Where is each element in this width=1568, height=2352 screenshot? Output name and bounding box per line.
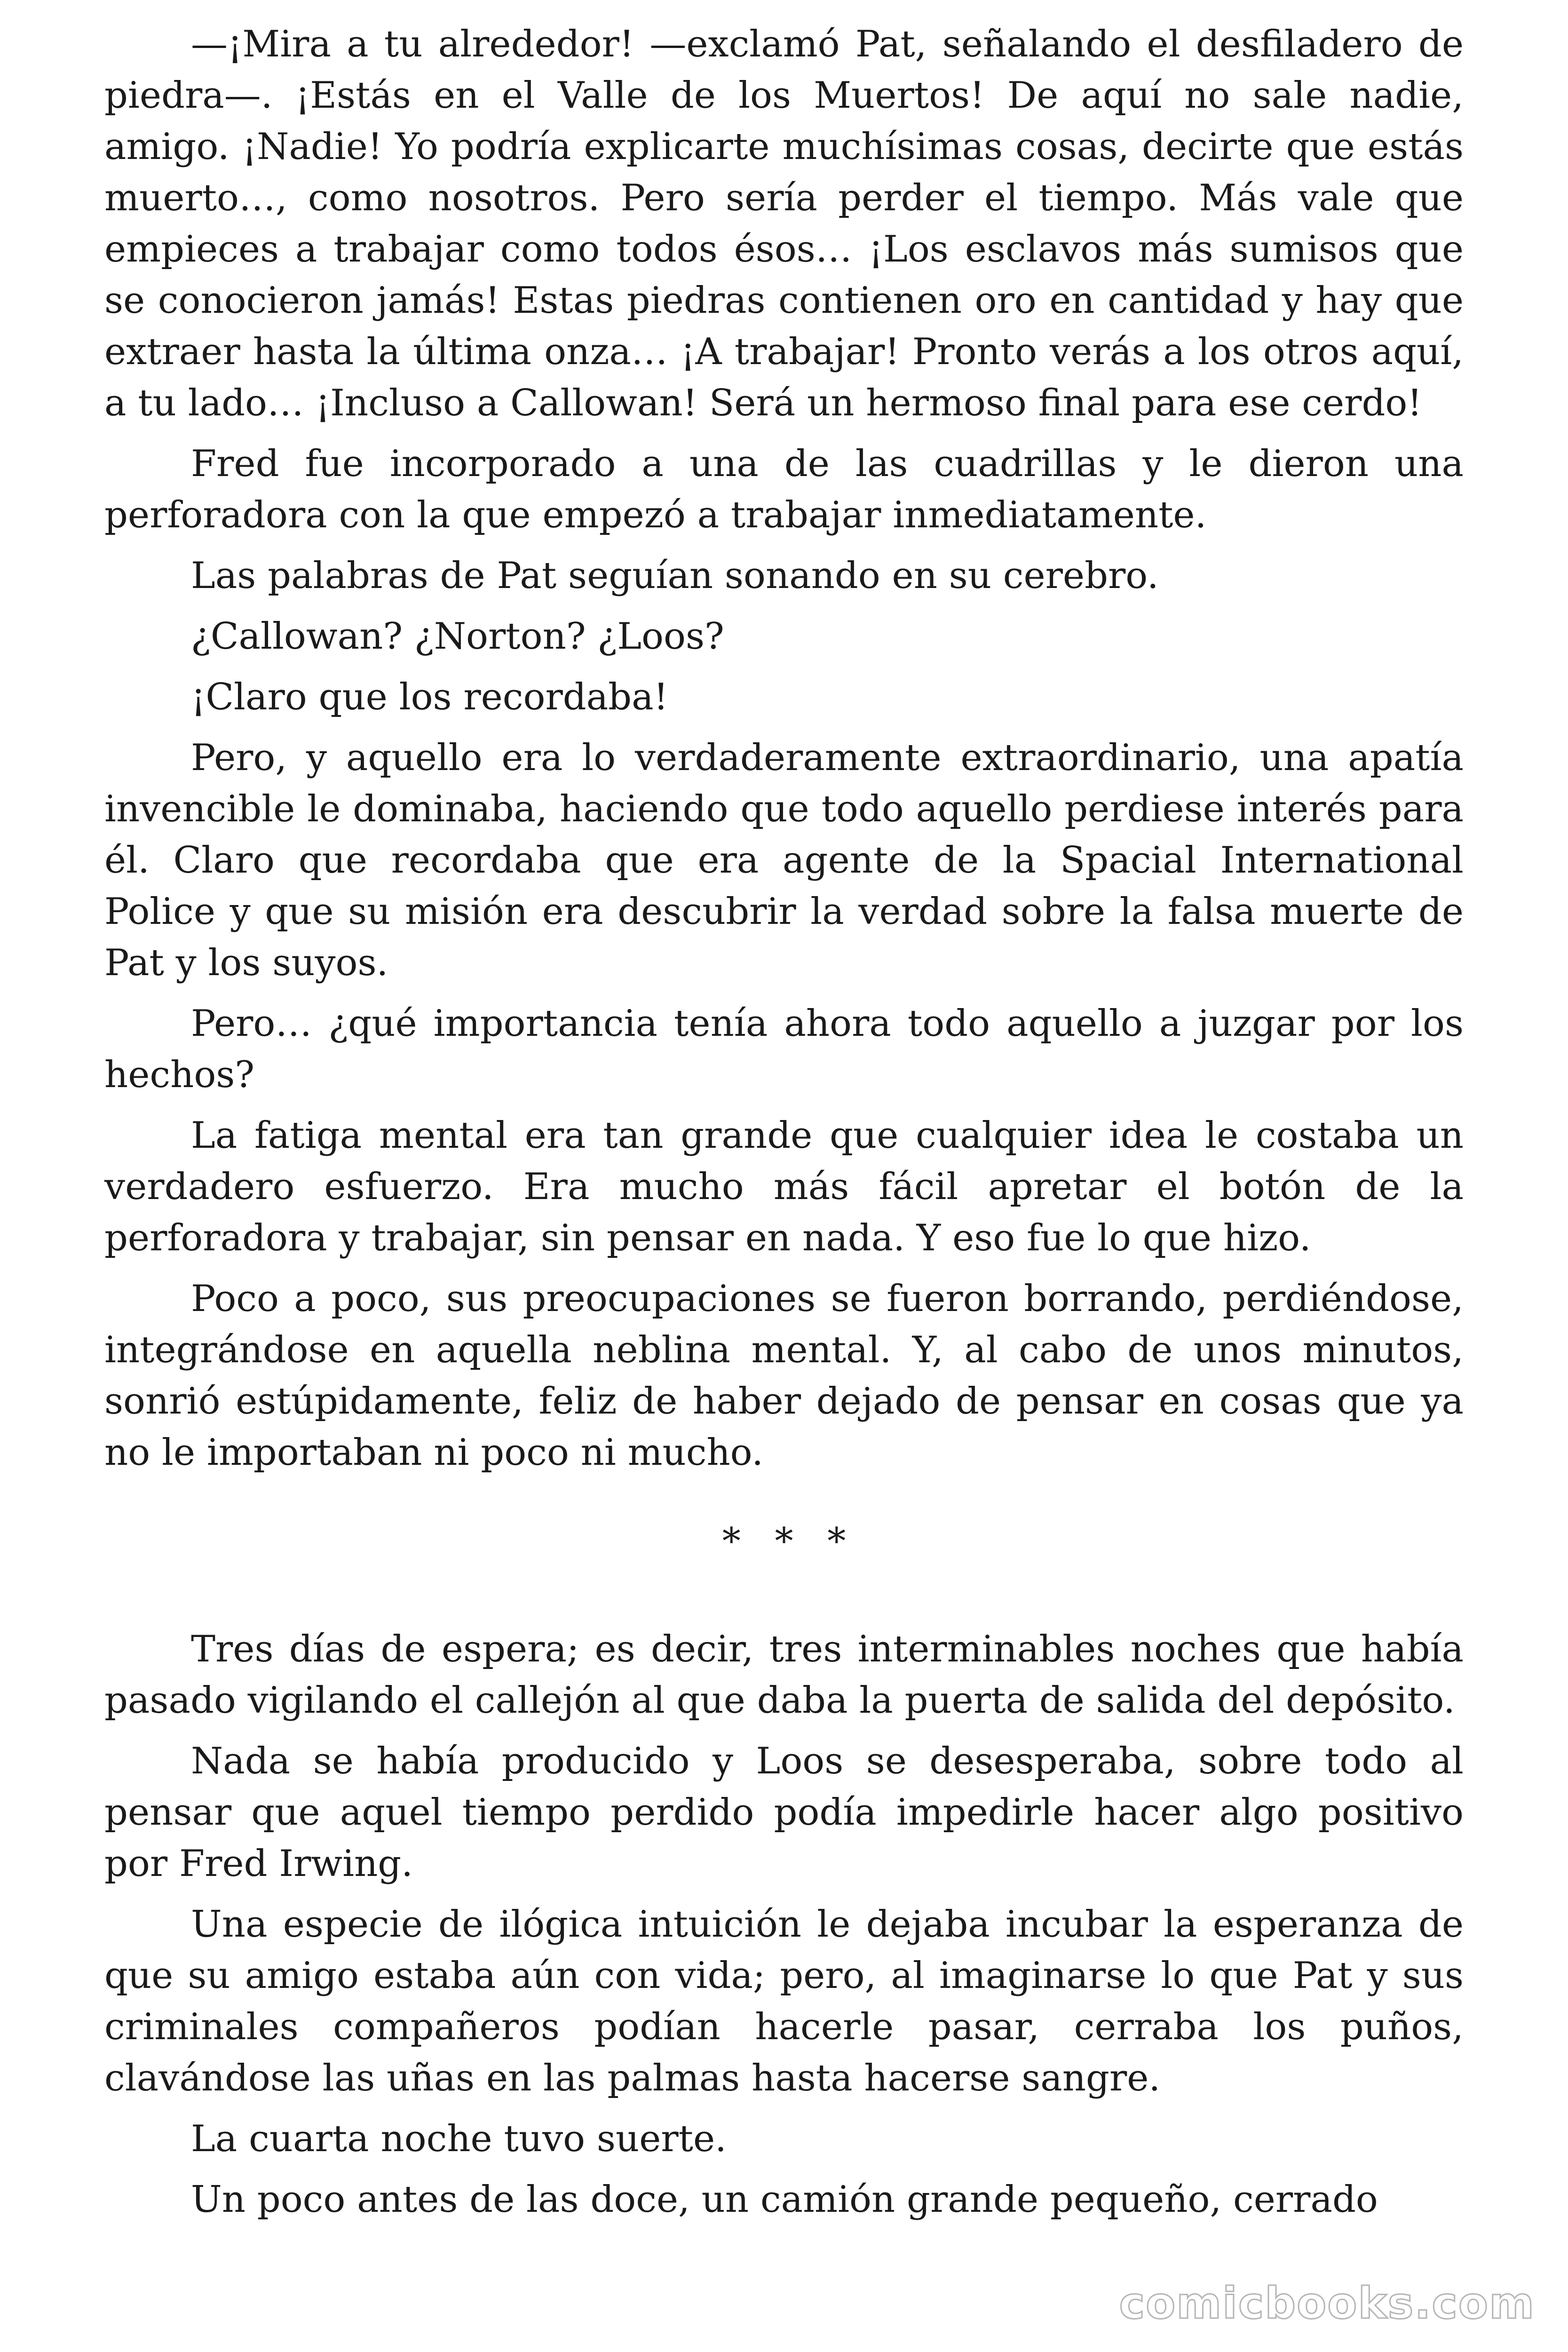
scene-separator: * * *	[722, 1520, 857, 1563]
paragraph: Pero, y aquello era lo verdaderamente extraordinario, una apatía invencible le dominaba, haciendo que todo aquello perdiese interés para él. Claro que recordaba que era agente de la Spacial International Police y que su misión era descubrir la verdad sobre la falsa muerte de Pat y los suyos.	[104, 737, 1464, 984]
paragraph: Nada se había producido y Loos se desesperaba, sobre todo al pensar que aquel tiempo perdido podía impedirle hacer algo positivo por Fred Irwing.	[104, 1740, 1464, 1885]
paragraph: ¿Callowan? ¿Norton? ¿Loos?	[191, 615, 724, 658]
paragraph: Un poco antes de las doce, un camión grande pequeño, cerrado	[191, 2178, 1378, 2221]
paragraph: Una especie de ilógica intuición le dejaba incubar la esperanza de que su amigo estaba aún con vida; pero, al imaginarse lo que Pat y sus criminales compañeros podían hacerle pasar, cerraba los puños, clavándose las uñas en las palmas hasta hacerse sangre.	[104, 1903, 1464, 2099]
page-body	[104, 19, 1464, 2235]
paragraph: La cuarta noche tuvo suerte.	[191, 2118, 727, 2160]
paragraph: La fatiga mental era tan grande que cualquier idea le costaba un verdadero esfuerzo. Era mucho más fácil apretar el botón de la perforadora y trabajar, sin pensar en nada. Y eso fue lo que hizo.	[104, 1114, 1464, 1259]
watermark: comicbooks.com	[1119, 2278, 1535, 2328]
paragraph: —¡Mira a tu alrededor! —exclamó Pat, señalando el desfiladero de piedra—. ¡Estás en el Valle de los Muertos! De aquí no sale nadie, amigo. ¡Nadie! Yo podría explicarte muchísimas cosas, decirte que estás muerto…, como nosotros. Pero sería perder el tiempo. Más vale que empieces a trabajar como todos ésos… ¡Los esclavos más sumisos que se conocieron jamás! Estas piedras contienen oro en cantidad y hay que extraer hasta la última onza… ¡A trabajar! Pronto verás a los otros aquí, a tu lado… ¡Incluso a Callowan! Será un hermoso final para ese cerdo!	[104, 23, 1464, 424]
paragraph: Pero… ¿qué importancia tenía ahora todo aquello a juzgar por los hechos?	[104, 1002, 1464, 1096]
paragraph: Fred fue incorporado a una de las cuadrillas y le dieron una perforadora con la que empezó a trabajar inmediatamente.	[104, 443, 1464, 536]
paragraph: Tres días de espera; es decir, tres interminables noches que había pasado vigilando el callejón al que daba la puerta de salida del depósito.	[104, 1628, 1464, 1722]
paragraph: ¡Claro que los recordaba!	[191, 676, 668, 718]
paragraph: Poco a poco, sus preocupaciones se fueron borrando, perdiéndose, integrándose en aquella neblina mental. Y, al cabo de unos minutos, sonrió estúpidamente, feliz de haber dejado de pensar en cosas que ya no le importaban ni poco ni mucho.	[104, 1278, 1464, 1474]
paragraph: Las palabras de Pat seguían sonando en su cerebro.	[191, 555, 1159, 597]
